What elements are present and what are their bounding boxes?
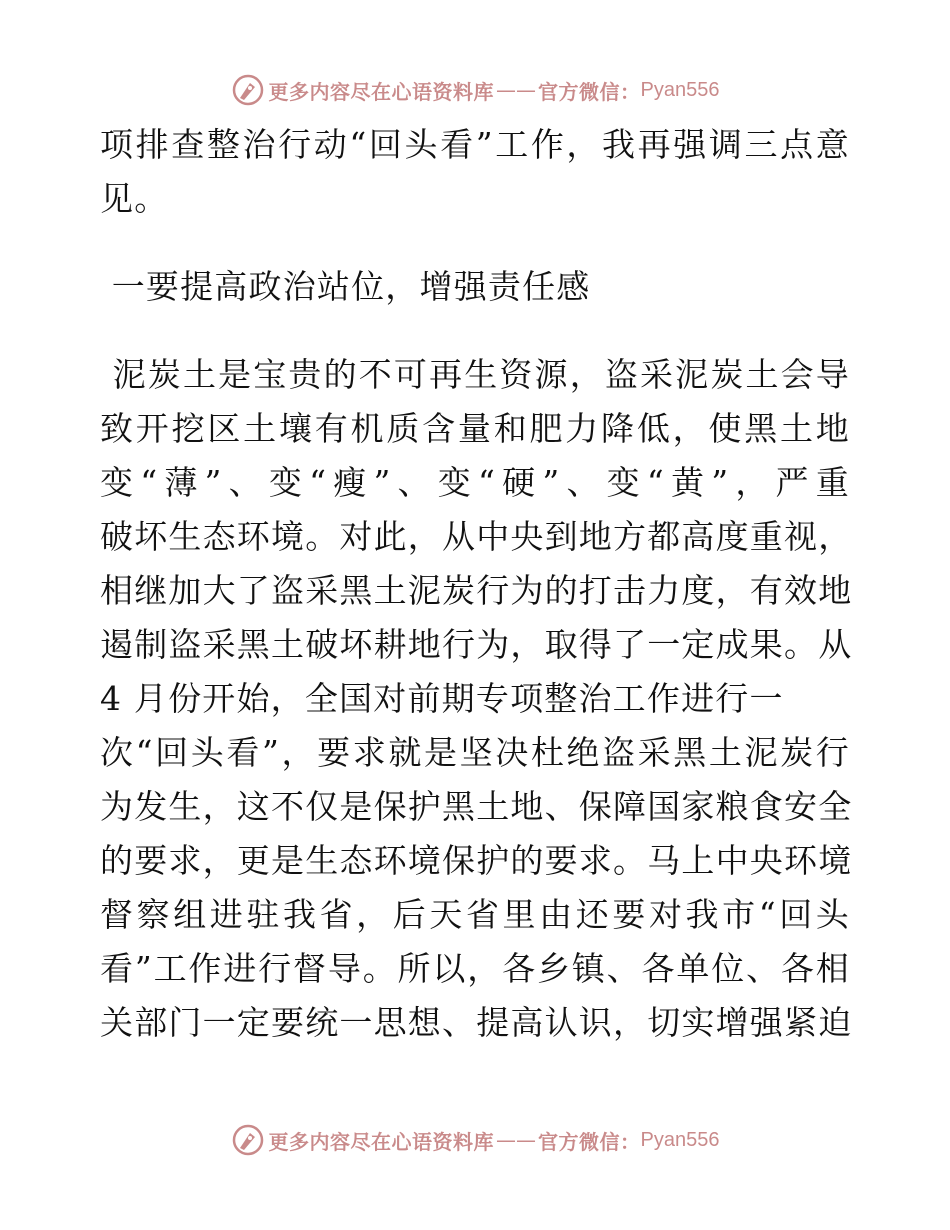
text-line: 项排查整治行动“回头看”工作，我再强调三点意: [100, 125, 850, 164]
pen-nib-logo-icon: [231, 1123, 265, 1157]
text-line: 遏制盗采黑土破坏耕地行为，取得了一定成果。从: [100, 625, 853, 664]
text-line: 次“回头看”，要求就是坚决杜绝盗采黑土泥炭行: [100, 733, 850, 772]
text-line: 的要求，更是生态环境保护的要求。马上中央环境: [100, 841, 853, 880]
banner-wechat-label: 官方微信：: [538, 1129, 641, 1154]
text-line: 破坏生态环境。对此，从中央到地方都高度重视，: [100, 517, 853, 556]
text-line: 变“薄”、变“瘦”、变“硬”、变“黄”，严重: [100, 463, 850, 502]
pen-nib-logo-icon: [231, 73, 265, 107]
banner-wechat-label: 官方微信：: [538, 79, 641, 104]
section-heading: 一要提高政治站位，增强责任感: [100, 267, 591, 306]
text-line: 见。: [100, 179, 169, 218]
header-watermark-banner: [0, 70, 950, 110]
banner-wechat-id: Pyan556: [640, 1128, 720, 1151]
text-line: 为发生，这不仅是保护黑土地、保障国家粮食安全: [100, 787, 853, 826]
text-line: 督察组进驻我省，后天省里由还要对我市“回头: [100, 895, 850, 934]
banner-separator: ——: [496, 1128, 537, 1152]
text-line: 致开挖区土壤有机质含量和肥力降低，使黑土地: [100, 409, 850, 448]
banner-wechat-id: Pyan556: [640, 78, 720, 101]
text-line: 泥炭土是宝贵的不可再生资源，盗采泥炭土会导: [100, 355, 850, 394]
document-body: [100, 118, 853, 1050]
banner-separator: ——: [496, 78, 537, 102]
banner-text: 更多内容尽在心语资料库: [268, 1129, 495, 1154]
text-line: 看”工作进行督导。所以，各乡镇、各单位、各相: [100, 949, 850, 988]
text-line: 相继加大了盗采黑土泥炭行为的打击力度，有效地: [100, 571, 853, 610]
footer-watermark-banner: [0, 1120, 950, 1160]
banner-text: 更多内容尽在心语资料库: [268, 79, 495, 104]
text-line: 4 月份开始，全国对前期专项整治工作进行一: [100, 679, 784, 718]
text-line: 关部门一定要统一思想、提高认识，切实增强紧迫: [100, 1003, 853, 1042]
